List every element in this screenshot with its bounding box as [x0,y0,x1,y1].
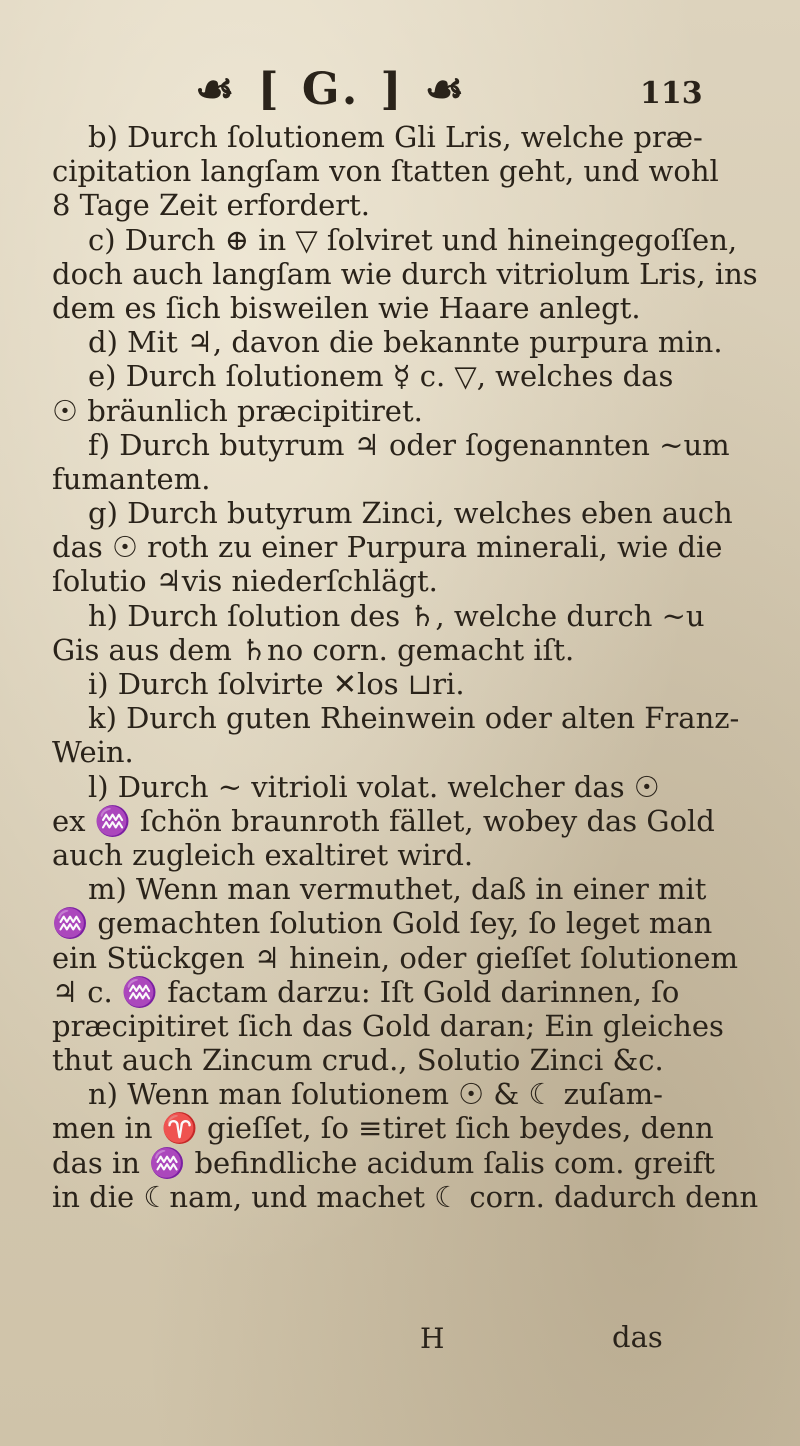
text-line: h) Durch ſolution des ♄, welche durch ~u [88,598,705,633]
text-line: in die ☾nam, und machet ☾ corn. dadurch denn [52,1179,759,1214]
text-line: ♃ c. ♒ factam darzu: Iſt Gold darinnen, ſo [52,974,680,1009]
text-line: ☉ bräunlich præcipitiret. [52,393,423,428]
text-line: i) Durch ſolvirte ✕los ⊔ri. [88,667,465,701]
text-line: c) Durch ⊕ in ▽ ſolviret und hineingegoſſen, [88,222,738,257]
text-line: b) Durch ſolutionem Gli Lris, welche præ- [88,120,703,154]
running-header [0,58,800,118]
text-line: doch auch langſam wie durch vitriolum Lris, ins [52,256,758,291]
text-line: ein Stückgen ♃ hinein, oder gieſſet ſolutionem [52,940,739,975]
text-line: l) Durch ~ vitrioli volat. welcher das ☉ [88,769,660,804]
text-line: cipitation langſam von ſtatten geht, und wohl [52,154,719,189]
text-line: Gis aus dem ♄no corn. gemacht iſt. [52,632,575,667]
text-line: præcipitiret ſich das Gold daran; Ein gleiches [52,1008,724,1043]
text-line: das ☉ roth zu einer Purpura minerali, wie die [52,530,723,565]
text-line: k) Durch guten Rheinwein oder alten Franz- [88,701,740,736]
signature-mark: H [420,1322,445,1355]
text-line: g) Durch butyrum Zinci, welches eben auch [88,496,733,531]
text-line: ſolutio ♃vis niederſchlägt. [52,564,438,599]
text-body [52,120,772,1214]
text-line: auch zugleich exaltiret wird. [52,837,474,872]
text-line: 8 Tage Zeit erfordert. [52,188,370,223]
text-line: Wein. [52,735,134,770]
text-line: men in ♈ gieſſet, ſo ≡tiret ſich beydes, denn [52,1111,714,1146]
text-line: f) Durch butyrum ♃ oder ſogenannten ~um [88,427,730,462]
text-line: e) Durch ſolutionem ☿ c. ▽, welches das [88,359,674,394]
text-line: fumantem. [52,461,211,496]
text-line: das in ♒ befindliche acidum ſalis com. greift [52,1145,715,1180]
text-line: ex ♒ ſchön braunroth fället, wobey das Gold [52,803,715,838]
catchword: das [612,1320,663,1354]
text-line: ♒ gemachten ſolution Gold ſey, ſo leget man [52,906,713,941]
text-line: thut auch Zincum crud., Solutio Zinci &c. [52,1043,664,1078]
page-number: 113 [640,76,703,111]
text-line: n) Wenn man ſolutionem ☉ & ☾ zuſam- [88,1077,663,1112]
text-line: dem es ſich bisweilen wie Haare anlegt. [52,290,641,325]
text-line: d) Mit ♃, davon die bekannte purpura min. [88,325,723,360]
header-ornament-title: ☙ [ G. ] ☙ [195,64,469,115]
text-line: m) Wenn man vermuthet, daß in einer mit [88,872,707,907]
